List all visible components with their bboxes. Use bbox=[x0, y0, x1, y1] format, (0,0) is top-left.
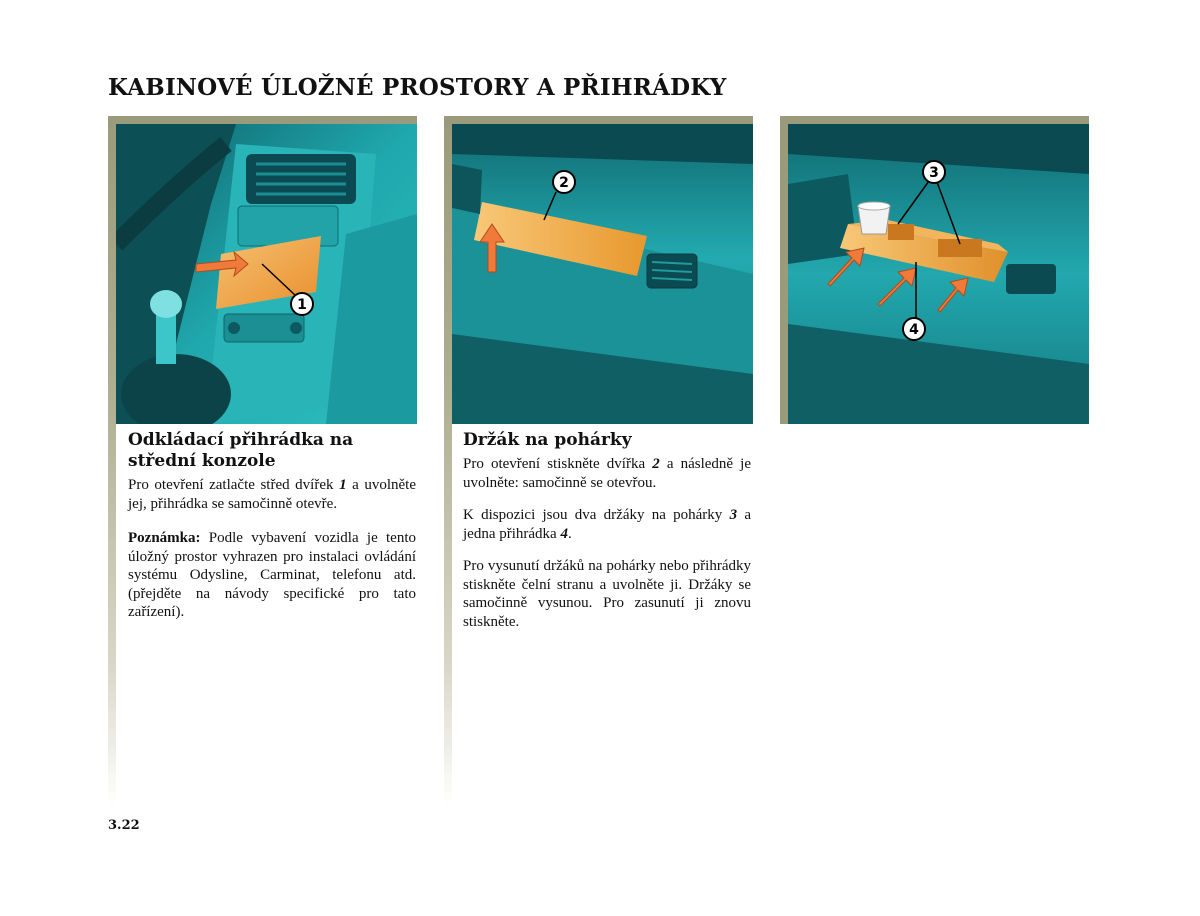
column-rule-right bbox=[780, 116, 788, 424]
text: Pro otevření stiskněte dvířka bbox=[463, 456, 653, 472]
callout-1: 1 bbox=[297, 297, 307, 313]
note-text: Podle vybavení vozidla je tento úložný prostor vyhrazen pro instalaci ovládání systému Odysline, Carminat, telefonu atd. (přejděte na návody specifické pro tato zařízení). bbox=[128, 530, 416, 620]
text: . bbox=[567, 525, 572, 542]
column-rule-left bbox=[108, 116, 116, 806]
photo-frame-top-1 bbox=[108, 116, 417, 124]
column-rule-middle bbox=[444, 116, 452, 806]
callout-3: 3 bbox=[929, 165, 939, 181]
section1-heading: Odkládací přihrádka na střední konzole bbox=[128, 430, 354, 471]
text: Pro otevření zatlačte střed dvířek bbox=[128, 477, 340, 493]
section-cup-holder bbox=[463, 430, 751, 645]
section-center-console bbox=[128, 430, 416, 636]
photo-frame-top-2 bbox=[444, 116, 753, 124]
photo-center-console bbox=[116, 124, 417, 424]
text: K dispozici jsou dva držáky na pohárky bbox=[463, 507, 730, 523]
callout-4: 4 bbox=[909, 322, 919, 338]
section1-note bbox=[128, 529, 416, 622]
page-number: 3.22 bbox=[108, 818, 140, 833]
photo-cup-holders-extended bbox=[788, 124, 1089, 424]
photo-cup-holder-door bbox=[452, 124, 753, 424]
text: a jedna přihrádka bbox=[463, 507, 751, 542]
callout-2: 2 bbox=[559, 175, 569, 191]
text: a uvolněte jej, přihrádka se samočinně otevře. bbox=[128, 477, 416, 512]
section2-paragraph-3: Pro vysunutí držáků na pohárky nebo přihrádky stiskněte čelní stranu a uvolněte ji. Držáky se samočinně vysunou. Pro zasunutí ji znovu stiskněte. bbox=[463, 558, 751, 630]
section2-paragraph-1 bbox=[463, 455, 751, 492]
section2-paragraph-2 bbox=[463, 506, 751, 543]
ref-2: 2 bbox=[652, 456, 660, 472]
section1-paragraph bbox=[128, 476, 416, 513]
ref-4: 4 bbox=[560, 525, 568, 542]
photo-frame-top-3 bbox=[780, 116, 1089, 124]
text: a následně je uvolněte: samočinně se otevřou. bbox=[463, 456, 751, 491]
ref-1: 1 bbox=[339, 477, 347, 493]
page-title: KABINOVÉ ÚLOŽNÉ PROSTORY A PŘIHRÁDKY bbox=[108, 74, 727, 101]
ref-3: 3 bbox=[729, 507, 738, 523]
section2-heading: Držák na pohárky bbox=[463, 430, 632, 450]
note-label: Poznámka: bbox=[128, 530, 201, 546]
